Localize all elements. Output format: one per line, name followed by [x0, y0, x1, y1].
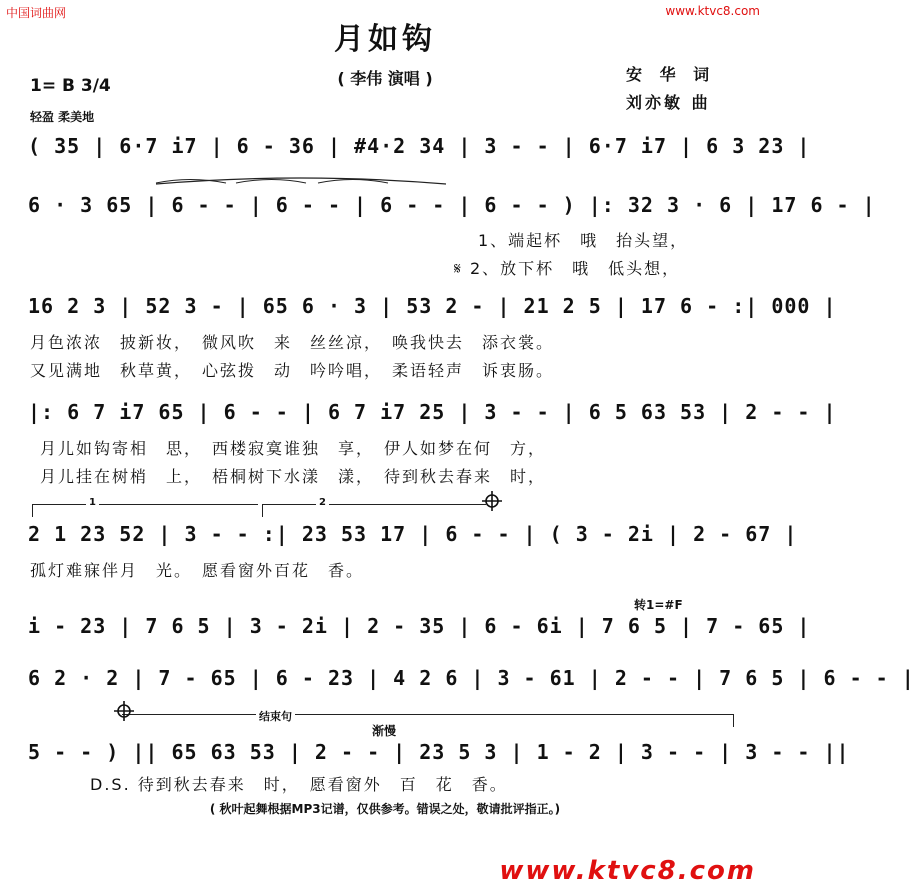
- lyric-line-chorus2: 月儿挂在树梢 上， 梧桐树下水漾 漾， 待到秋去春来 时，: [40, 467, 547, 486]
- score-line-3: 16 2 3 | 52 3 - | 65 6 · 3 | 53 2 - | 21 2 5 | 17 6 - :| 000 |: [28, 294, 837, 318]
- watermark-site-url: www.ktvc8.com: [665, 4, 760, 18]
- score-line-8: 5 - - ) || 65 63 53 | 2 - - | 23 5 3 | 1 - 2 | 3 - - | 3 - - ||: [28, 740, 850, 764]
- score-line-1: ( 35 | 6·7 i7 | 6 - 36 | #4·2 34 | 3 - - | 6·7 i7 | 6 3 23 |: [28, 134, 811, 158]
- lyric-line-verse2-intro: 𝄋 2、放下杯 哦 低头想，: [454, 259, 681, 278]
- lyric-line-verse2: 又见满地 秋草黄， 心弦拨 动 吟吟唱， 柔语轻声 诉衷肠。: [30, 361, 555, 380]
- coda-label: 结束句: [256, 708, 295, 724]
- song-title: 月如钩: [334, 22, 436, 57]
- score-line-2: 6 · 3 65 | 6 - - | 6 - - | 6 - - | 6 - - ) |: 32 3 · 6 | 17 6 - |: [28, 193, 876, 217]
- coda-sign-icon: [482, 491, 502, 511]
- lyric-line-chorus1: 月儿如钩寄相 思， 西楼寂寞谁独 享， 伊人如梦在何 方，: [40, 439, 547, 458]
- watermark-site-name: 中国词曲网: [6, 6, 67, 20]
- volta-number-2: 2: [316, 497, 329, 508]
- volta-number-1: 1: [86, 497, 99, 508]
- lyric-line-verse1: 月色浓浓 披新妆， 微风吹 来 丝丝凉， 唤我快去 添衣裳。: [30, 333, 555, 352]
- slur-tie-2: [236, 180, 306, 184]
- score-line-7: 6 2 · 2 | 7 - 65 | 6 - 23 | 4 2 6 | 3 - 61 | 2 - - | 7 6 5 | 6 - - |: [28, 666, 915, 690]
- transcriber-note: ( 秋叶起舞根据MP3记谱，仅供参考。错误之处，敬请批评指正。): [209, 802, 561, 816]
- singer-credit: ( 李伟 演唱 ): [337, 69, 433, 88]
- coda-sign-icon-2: [114, 701, 134, 721]
- tempo-change-mark: 渐慢: [372, 724, 397, 738]
- modulation-mark: 转1=#F: [634, 598, 683, 612]
- lyric-line-ending: 孤灯难寐伴月 光。 愿看窗外百花 香。: [30, 561, 365, 580]
- score-line-5: 2 1 23 52 | 3 - - :| 23 53 17 | 6 - - | ( 3 - 2i | 2 - 67 |: [28, 522, 798, 546]
- expression-mark: 轻盈 柔美地: [30, 110, 95, 124]
- score-line-6: i - 23 | 7 6 5 | 3 - 2i | 2 - 35 | 6 - 6i | 7 6 5 | 7 - 65 |: [28, 614, 811, 638]
- score-line-4: |: 6 7 i7 65 | 6 - - | 6 7 i7 25 | 3 - - | 6 5 63 53 | 2 - - |: [28, 400, 837, 424]
- composer-credit: 刘亦敏 曲: [626, 93, 711, 112]
- lyric-line-verse1-intro: 1、端起杯 哦 抬头望，: [478, 231, 689, 250]
- slur-long: [156, 178, 446, 184]
- watermark-bottom-url: www.ktvc8.com: [499, 856, 756, 886]
- key-signature: 1= B 3/4: [30, 76, 111, 96]
- lyricist-credit: 安 华 词: [626, 65, 716, 84]
- lyric-line-ds: D.S. 待到秋去春来 时， 愿看窗外 百 花 香。: [90, 775, 508, 794]
